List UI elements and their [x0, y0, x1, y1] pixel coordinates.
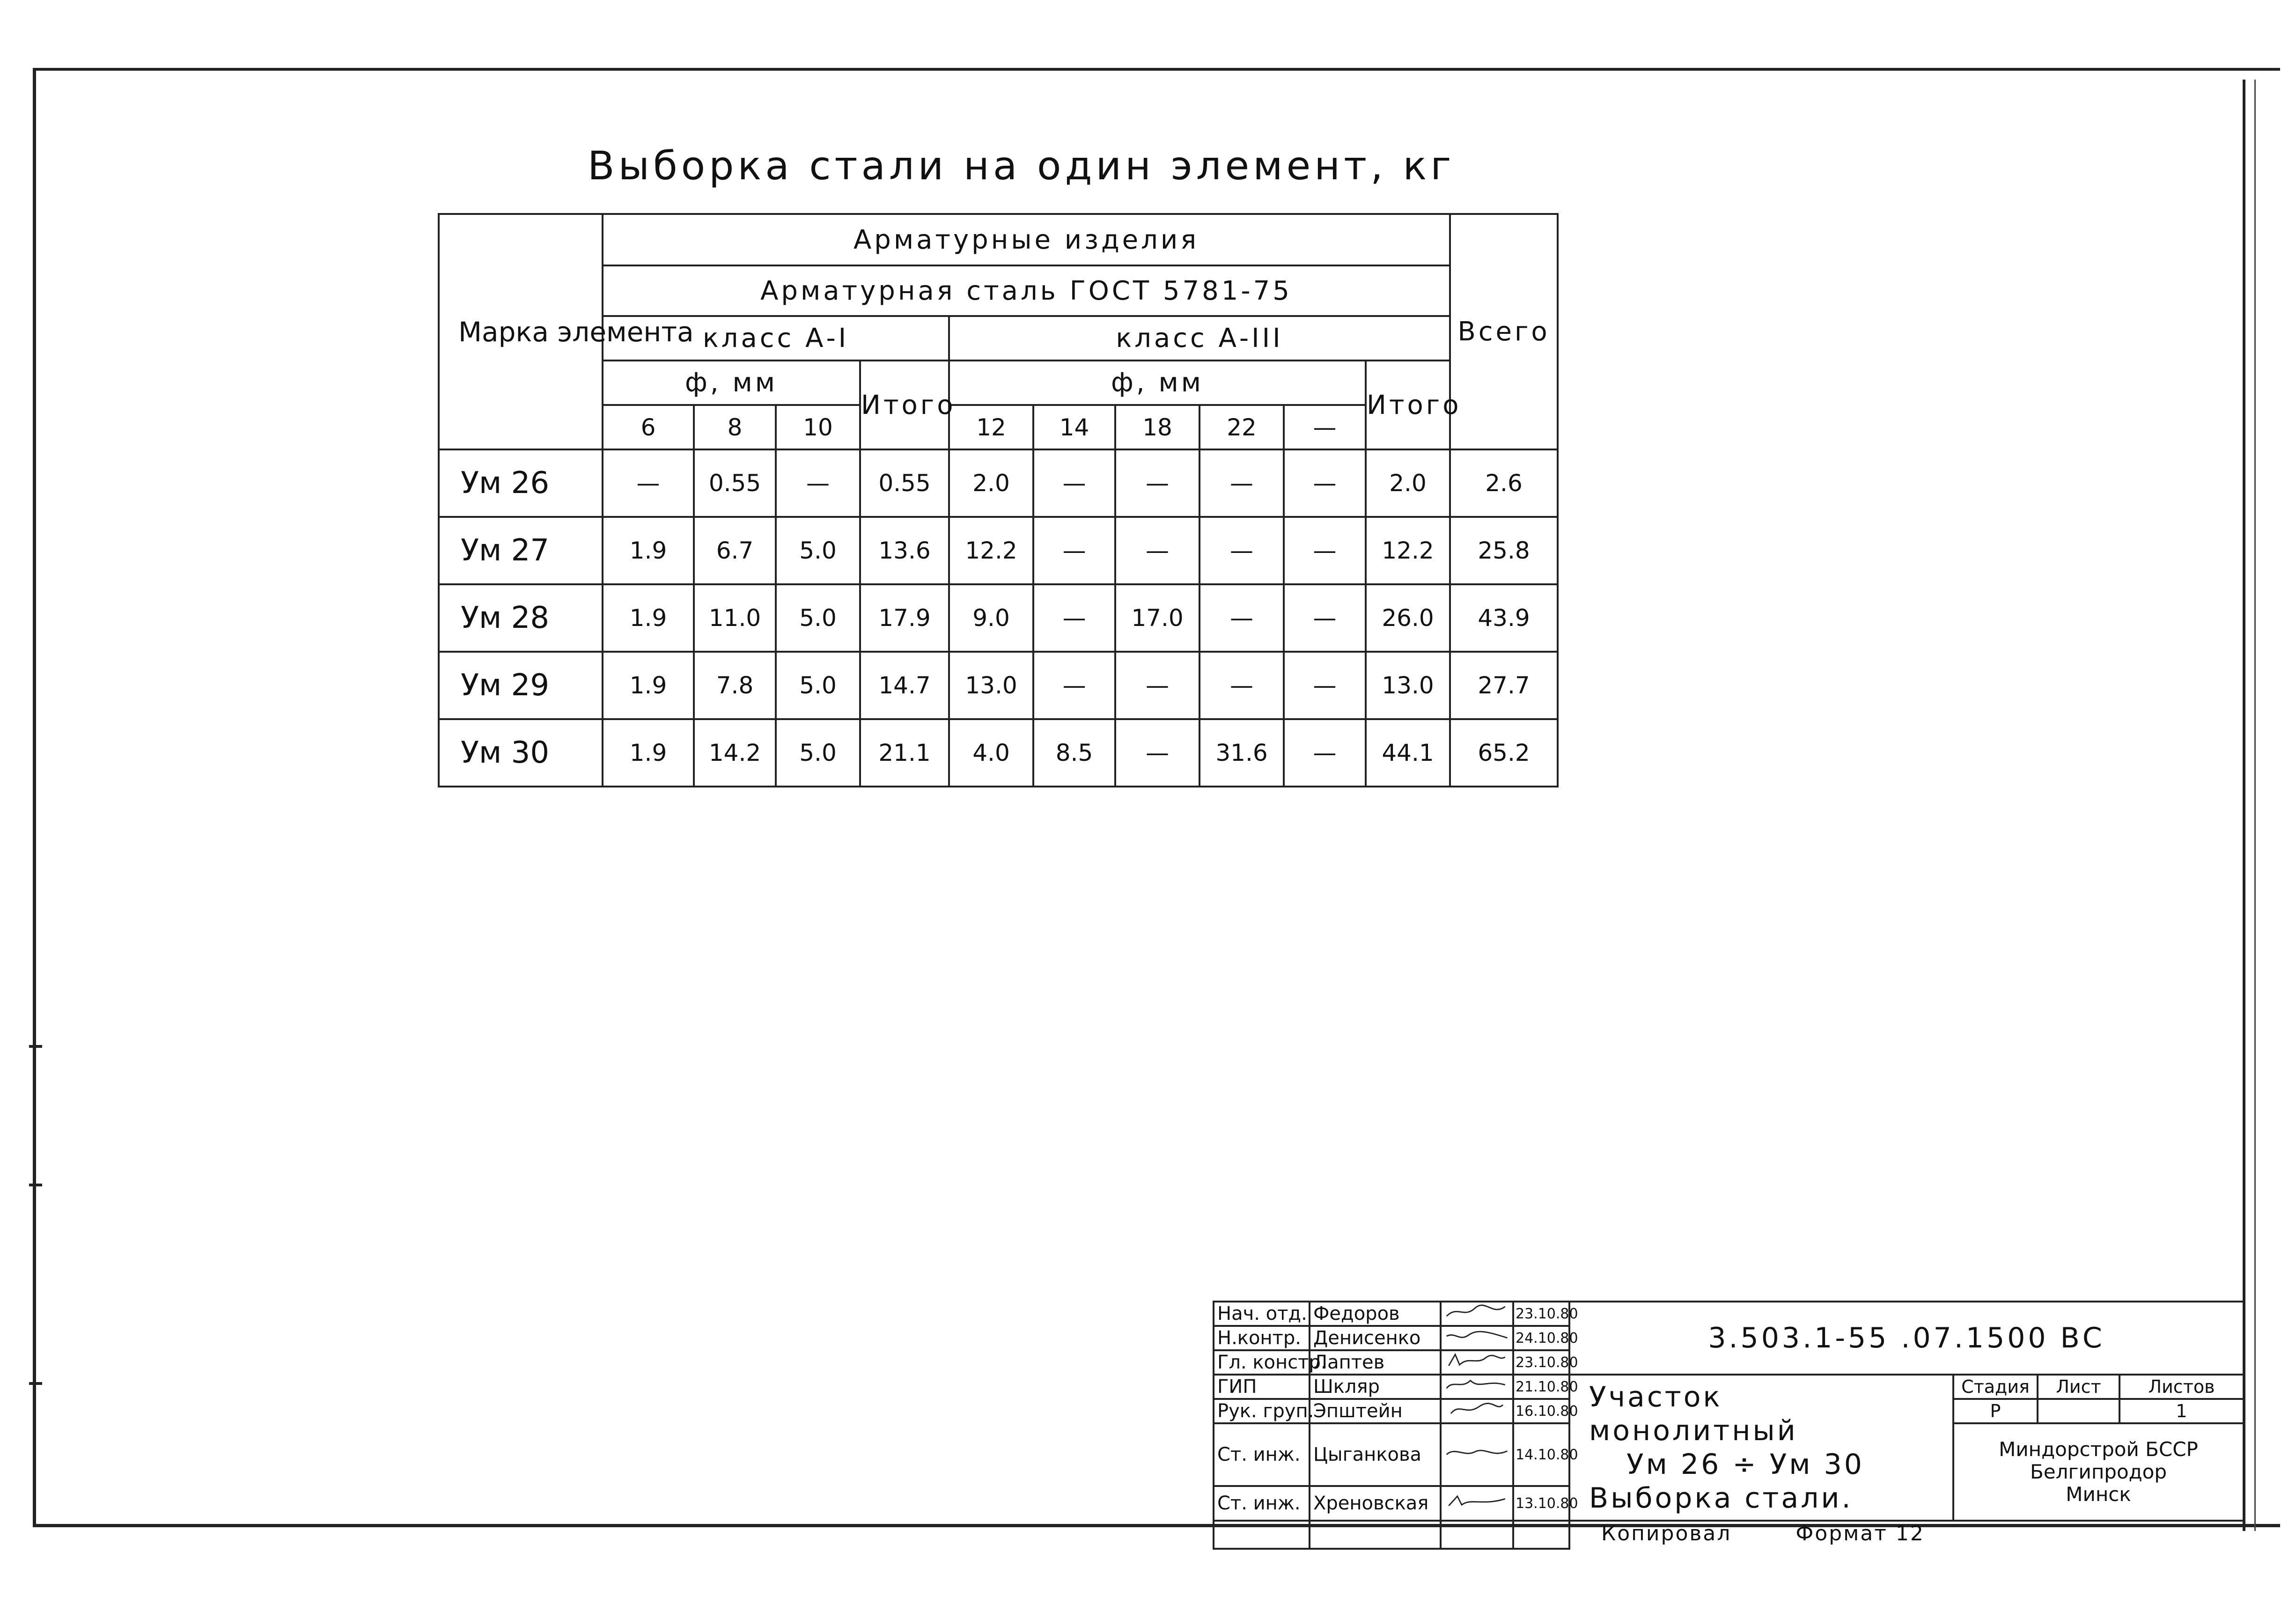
value-cell: 2.0	[949, 449, 1033, 517]
stamp-empty-cell	[1441, 1521, 1513, 1549]
page-title: Выборка стали на один элемент, кг	[588, 143, 1455, 189]
diameter-cell: 18	[1115, 405, 1200, 449]
stamp-role: Н.контр.	[1214, 1326, 1310, 1350]
signature	[1441, 1375, 1513, 1399]
element-mark: Ум 29	[439, 652, 603, 719]
organization-block	[1953, 1423, 2244, 1521]
value-cell: 5.0	[776, 719, 860, 787]
stamp-role: Ст. инж.	[1214, 1423, 1310, 1486]
value-cell: 31.6	[1200, 719, 1284, 787]
sheet-value	[2038, 1399, 2119, 1423]
subtotal-cell: 17.9	[860, 584, 949, 652]
stage-value: Р	[1953, 1399, 2038, 1423]
element-mark: Ум 30	[439, 719, 603, 787]
subtotal-cell: 0.55	[860, 449, 949, 517]
stamp-name: Денисенко	[1310, 1326, 1441, 1350]
table-row	[439, 449, 1558, 517]
table-row	[439, 719, 1558, 787]
drawing-description	[1569, 1375, 1953, 1521]
subtotal-cell: 13.6	[860, 517, 949, 584]
element-mark: Ум 26	[439, 449, 603, 517]
stamp-name: Шкляр	[1310, 1375, 1441, 1399]
sheet-label: Лист	[2038, 1375, 2119, 1399]
value-cell: —	[1115, 652, 1200, 719]
subtotal-cell: 14.7	[860, 652, 949, 719]
stamp-date: 16.10.80	[1513, 1399, 1569, 1423]
element-mark: Ум 27	[439, 517, 603, 584]
description-line: Выборка стали.	[1589, 1482, 1853, 1515]
frame-top-border	[33, 68, 2280, 71]
org-institute: Белгипродор	[2030, 1460, 2167, 1483]
value-cell: —	[1115, 719, 1200, 787]
value-cell: —	[1200, 584, 1284, 652]
stamp-date: 23.10.80	[1513, 1350, 1569, 1375]
steel-specification-table	[438, 213, 1559, 787]
value-cell: —	[603, 449, 694, 517]
stamp-name: Федоров	[1310, 1302, 1441, 1326]
stamp-date: 14.10.80	[1513, 1423, 1569, 1486]
stamp-date: 13.10.80	[1513, 1486, 1569, 1521]
group-header: Арматурные изделия	[603, 214, 1450, 265]
value-cell: —	[1115, 517, 1200, 584]
value-cell: 13.0	[949, 652, 1033, 719]
value-cell: —	[1200, 449, 1284, 517]
diameter-cell: 6	[603, 405, 694, 449]
subtotal-cell: 44.1	[1366, 719, 1450, 787]
stamp-role: Гл. констр.	[1214, 1350, 1310, 1375]
value-cell: 14.2	[694, 719, 776, 787]
diameter-cell: 12	[949, 405, 1033, 449]
value-cell: 5.0	[776, 652, 860, 719]
value-cell: —	[1284, 584, 1366, 652]
class-a3-header: класс А-III	[949, 316, 1450, 361]
stamp-empty-cell	[1310, 1521, 1441, 1549]
signature	[1441, 1399, 1513, 1423]
diameter-cell: 8	[694, 405, 776, 449]
value-cell: 12.2	[949, 517, 1033, 584]
value-cell: 4.0	[949, 719, 1033, 787]
stamp-date: 23.10.80	[1513, 1302, 1569, 1326]
subtotal-cell: 21.1	[860, 719, 949, 787]
title-block	[1213, 1301, 2244, 1550]
a1-subtotal-header: Итого	[860, 361, 949, 449]
stamp-role: Ст. инж.	[1214, 1486, 1310, 1521]
stamp-name: Лаптев	[1310, 1350, 1441, 1375]
value-cell: 1.9	[603, 719, 694, 787]
stamp-name: Эпштейн	[1310, 1399, 1441, 1423]
value-cell: —	[1200, 517, 1284, 584]
stamp-date: 24.10.80	[1513, 1326, 1569, 1350]
format-label: Формат 12	[1796, 1522, 1925, 1545]
org-city: Минск	[2066, 1483, 2131, 1506]
signature	[1441, 1486, 1513, 1521]
a3-subtotal-header: Итого	[1366, 361, 1450, 449]
class-a1-header: класс А-I	[603, 316, 949, 361]
total-cell: 65.2	[1450, 719, 1558, 787]
value-cell: 7.8	[694, 652, 776, 719]
sheets-label: Листов	[2119, 1375, 2244, 1399]
sheets-value: 1	[2119, 1399, 2244, 1423]
mark-column-header: Марка элемента	[439, 214, 603, 449]
org-ministry: Миндорстрой БССР	[1999, 1438, 2198, 1461]
total-cell: 2.6	[1450, 449, 1558, 517]
subtotal-cell: 26.0	[1366, 584, 1450, 652]
subgroup-header: Арматурная сталь ГОСТ 5781-75	[603, 265, 1450, 316]
signature	[1441, 1326, 1513, 1350]
value-cell: —	[1284, 719, 1366, 787]
a1-diameter-header: ф, мм	[603, 361, 860, 405]
frame-left-border	[33, 68, 36, 1526]
description-line: Ум 26 ÷ Ум 30	[1626, 1448, 1864, 1481]
stamp-empty-cell	[1214, 1521, 1310, 1549]
value-cell: —	[1033, 449, 1115, 517]
subtotal-cell: 12.2	[1366, 517, 1450, 584]
value-cell: 0.55	[694, 449, 776, 517]
value-cell: —	[1284, 449, 1366, 517]
footer-line	[1601, 1522, 1953, 1545]
value-cell: —	[1284, 517, 1366, 584]
stage-label: Стадия	[1953, 1375, 2038, 1399]
value-cell: —	[1200, 652, 1284, 719]
signature	[1441, 1302, 1513, 1326]
a3-diameter-header: ф, мм	[949, 361, 1366, 405]
value-cell: 1.9	[603, 652, 694, 719]
value-cell: 5.0	[776, 584, 860, 652]
value-cell: —	[1033, 517, 1115, 584]
frame-tick	[29, 1184, 42, 1186]
table-row	[439, 584, 1558, 652]
diameter-cell: 10	[776, 405, 860, 449]
stamp-role: Рук. груп.	[1214, 1399, 1310, 1423]
document-code: 3.503.1-55 .07.1500 ВС	[1569, 1302, 2244, 1375]
diameter-cell: —	[1284, 405, 1366, 449]
value-cell: 5.0	[776, 517, 860, 584]
total-cell: 25.8	[1450, 517, 1558, 584]
value-cell: —	[1115, 449, 1200, 517]
value-cell: 9.0	[949, 584, 1033, 652]
description-line: Участок монолитный	[1589, 1381, 1798, 1447]
value-cell: —	[1033, 652, 1115, 719]
stamp-name: Цыганкова	[1310, 1423, 1441, 1486]
total-column-header: Всего	[1450, 214, 1558, 449]
value-cell: —	[776, 449, 860, 517]
diameter-cell: 14	[1033, 405, 1115, 449]
table-row	[439, 517, 1558, 584]
value-cell: 1.9	[603, 584, 694, 652]
subtotal-cell: 2.0	[1366, 449, 1450, 517]
value-cell: 11.0	[694, 584, 776, 652]
copied-by-label: Копировал	[1601, 1522, 1732, 1545]
value-cell: —	[1033, 584, 1115, 652]
table-row	[439, 652, 1558, 719]
stamp-date: 21.10.80	[1513, 1375, 1569, 1399]
signature	[1441, 1423, 1513, 1486]
stamp-name: Хреновская	[1310, 1486, 1441, 1521]
value-cell: 1.9	[603, 517, 694, 584]
stamp-empty-cell	[1513, 1521, 1569, 1549]
frame-right-border-inner	[2254, 80, 2256, 1531]
frame-tick	[29, 1382, 42, 1385]
value-cell: 8.5	[1033, 719, 1115, 787]
signature	[1441, 1350, 1513, 1375]
frame-tick	[29, 1045, 42, 1048]
value-cell: 6.7	[694, 517, 776, 584]
value-cell: —	[1284, 652, 1366, 719]
value-cell: 17.0	[1115, 584, 1200, 652]
total-cell: 43.9	[1450, 584, 1558, 652]
element-mark: Ум 28	[439, 584, 603, 652]
subtotal-cell: 13.0	[1366, 652, 1450, 719]
total-cell: 27.7	[1450, 652, 1558, 719]
stamp-role: Нач. отд.	[1214, 1302, 1310, 1326]
diameter-cell: 22	[1200, 405, 1284, 449]
stamp-role: ГИП	[1214, 1375, 1310, 1399]
